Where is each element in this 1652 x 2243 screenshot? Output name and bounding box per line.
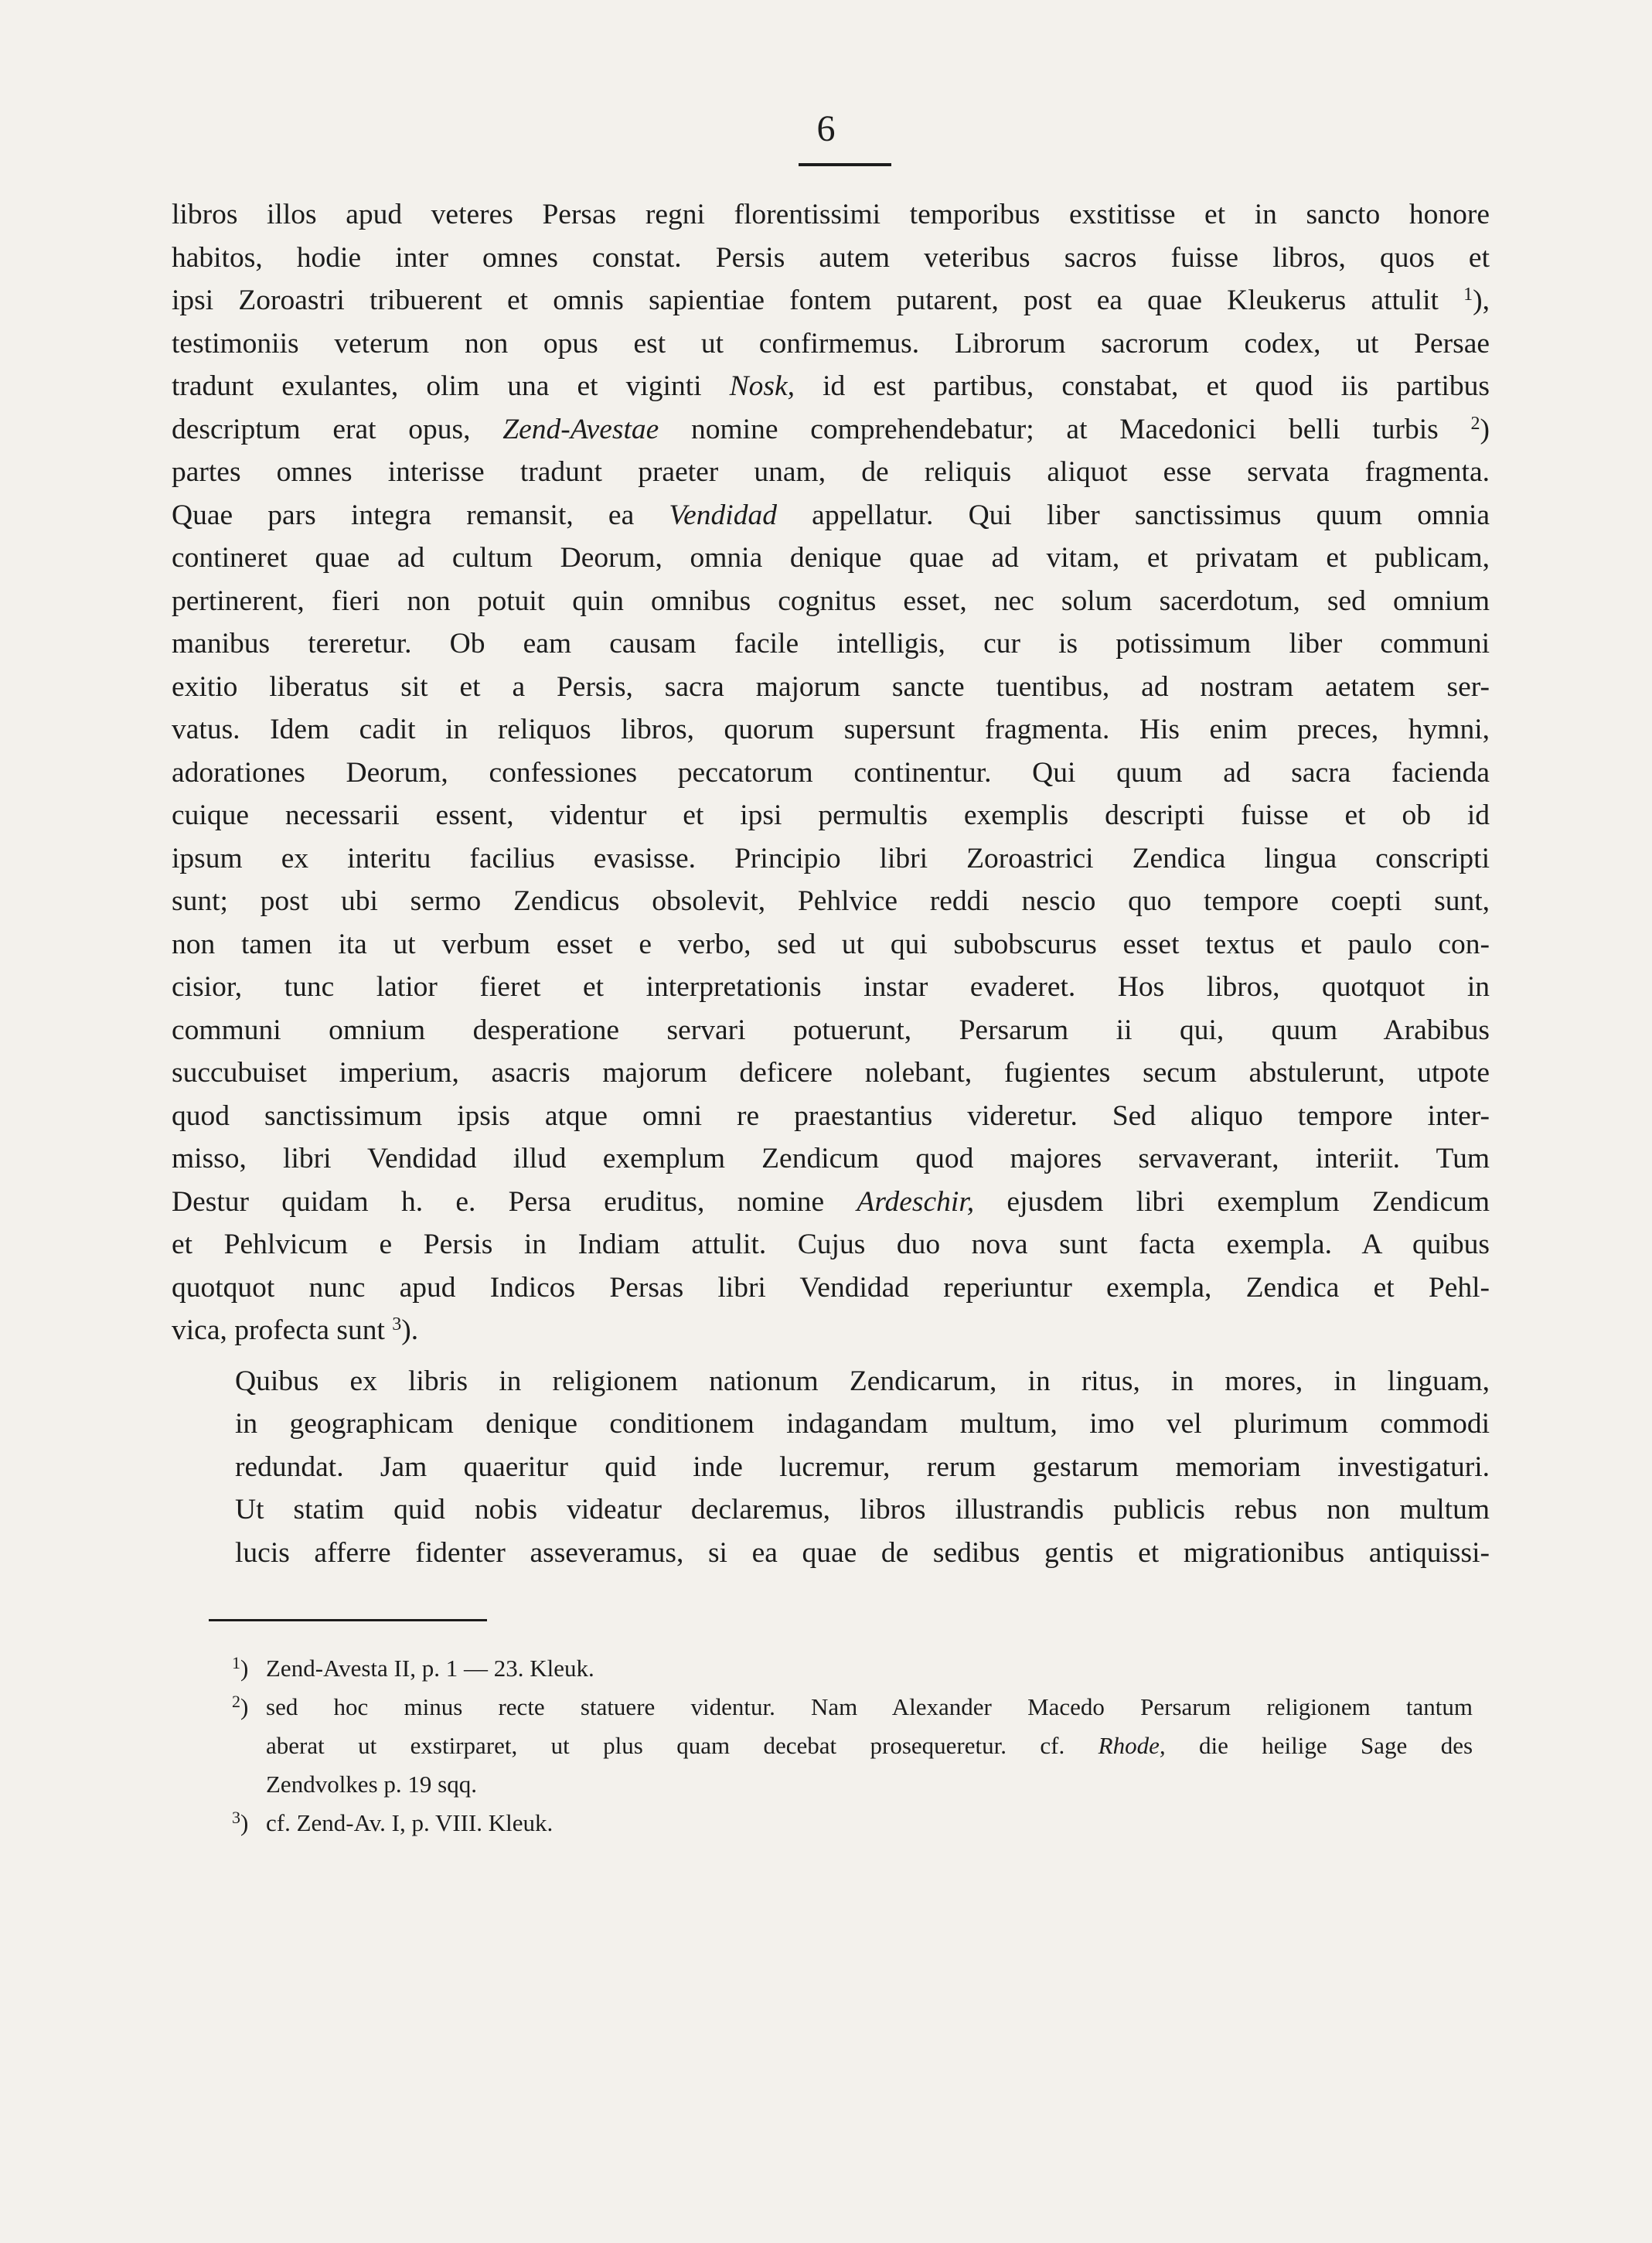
- text-line: in geographicam denique conditionem indagandam multum, imo vel plurimum commodi: [235, 1408, 1490, 1440]
- text-line: et Pehlvicum e Persis in Indiam attulit. Cujus duo nova sunt facta exempla. A quibus: [172, 1229, 1490, 1260]
- footnote-3: [232, 1804, 1473, 1842]
- footnote-2: [232, 1688, 1473, 1804]
- footnote-ref: 2: [1470, 413, 1480, 434]
- text-line: cuique necessarii essent, videntur et ipsi permultis exemplis descripti fuisse et ob id: [172, 799, 1490, 831]
- text-line: adorationes Deorum, confessiones peccatorum continentur. Qui quum ad sacra facienda: [172, 756, 1490, 789]
- footnote-mark: $^2$): [232, 1692, 249, 1720]
- text-line: habitos, hodie inter omnes constat. Persis autem veteribus sacros fuisse libros, quos et: [172, 241, 1490, 274]
- text-line: Destur quidam h. e. Persa eruditus, nomine Ardeschir, ejusdem libri exemplum Zendicum: [172, 1185, 1490, 1218]
- text-line: exitio liberatus sit et a Persis, sacra majorum sancte tuentibus, ad nostram aetatem ser-: [172, 670, 1490, 703]
- paragraph-2: [172, 1360, 1490, 1575]
- text-line: pertinerent, fieri non potuit quin omnibus cognitus esset, nec solum sacerdotum, sed omnium: [172, 585, 1490, 617]
- text-line: cisior, tunc latior fieret et interpretationis instar evaderet. Hos libros, quotquot in: [172, 971, 1490, 1003]
- footnote-line: Zendvolkes p. 19 sqq.: [266, 1771, 477, 1798]
- text-line: ipsum ex interitu facilius evasisse. Principio libri Zoroastrici Zendica lingua conscripti: [172, 842, 1490, 874]
- text-line: quod sanctissimum ipsis atque omni re praestantius videretur. Sed aliquo tempore inter-: [172, 1099, 1490, 1132]
- text-line: testimoniis veterum non opus est ut confirmemus. Librorum sacrorum codex, ut Persae: [172, 327, 1490, 360]
- paragraph-1: [172, 193, 1490, 1352]
- footnote-line: aberat ut exstirparet, ut plus quam decebat prosequeretur. cf. Rhode, die heilige Sage des: [266, 1732, 1473, 1759]
- text-line: quotquot nunc apud Indicos Persas libri Vendidad reperiuntur exempla, Zendica et Pehl-: [172, 1271, 1490, 1304]
- footnote-mark: $^1$): [232, 1653, 249, 1682]
- text-line: lucis afferre fidenter asseveramus, si ea quae de sedibus gentis et migrationibus antiquissi-: [235, 1536, 1490, 1569]
- page-number: 6: [816, 108, 836, 149]
- text-line: non tamen ita ut verbum esset e verbo, sed ut qui subobscurus esset textus et paulo con-: [172, 928, 1490, 960]
- text-line: tradunt exulantes, olim una et viginti Nosk, id est partibus, constabat, et quod iis partibus: [172, 370, 1490, 402]
- footnote-mark: $^3$): [232, 1808, 249, 1836]
- text-line: Quae pars integra remansit, ea Vendidad appellatur. Qui liber sanctissimus quum omnia: [172, 499, 1490, 531]
- text-line: Quibus ex libris in religionem nationum Zendicarum, in ritus, in mores, in linguam,: [235, 1365, 1490, 1397]
- body-text: [172, 193, 1490, 1574]
- text-line: communi omnium desperatione servari potuerunt, Persarum ii qui, quum Arabibus: [172, 1014, 1490, 1046]
- text-line: descriptum erat opus, Zend-Avestae nomine comprehendebatur; at Macedonici belli turbis $^2$): [172, 413, 1490, 445]
- page-number-rule: [799, 163, 891, 166]
- text-line: vica, profecta sunt $^3$).: [172, 1314, 419, 1346]
- text-line: redundat. Jam quaeritur quid inde lucremur, rerum gestarum memoriam investigaturi.: [235, 1450, 1490, 1483]
- footnote-rule: [209, 1619, 487, 1621]
- footnote-ref: 3: [392, 1314, 402, 1335]
- text-line: vatus. Idem cadit in reliquos libros, quorum supersunt fragmenta. His enim preces, hymni,: [172, 714, 1490, 745]
- text-line: partes omnes interisse tradunt praeter unam, de reliquis aliquot esse servata fragmenta.: [172, 456, 1490, 488]
- text-line: ipsi Zoroastri tribuerent et omnis sapientiae fontem putarent, post ea quae Kleukerus attulit $^1$),: [172, 285, 1490, 316]
- footnote-1: [232, 1649, 1473, 1688]
- text-line: Ut statim quid nobis videatur declaremus, libros illustrandis publicis rebus non multum: [235, 1494, 1490, 1525]
- footnote-line: sed hoc minus recte statuere videntur. Nam Alexander Macedo Persarum religionem tantum: [266, 1693, 1473, 1720]
- text-line: sunt; post ubi sermo Zendicus obsolevit, Pehlvice reddi nescio quo tempore coepti sunt,: [172, 885, 1490, 917]
- footnotes: [232, 1649, 1473, 1842]
- footnote-ref: 1: [1463, 285, 1473, 305]
- footnote-line: cf. Zend-Av. I, p. VIII. Kleuk.: [266, 1809, 554, 1836]
- text-line: succubuiset imperium, asacris majorum deficere nolebant, fugientes secum abstulerunt, utpote: [172, 1057, 1490, 1089]
- text-line: libros illos apud veteres Persas regni florentissimi temporibus exstitisse et in sancto honore: [172, 199, 1490, 230]
- text-line: manibus tereretur. Ob eam causam facile intelligis, cur is potissimum liber communi: [172, 628, 1490, 660]
- text-line: contineret quae ad cultum Deorum, omnia denique quae ad vitam, et privatam et publicam,: [172, 542, 1490, 574]
- text-line: misso, libri Vendidad illud exemplum Zendicum quod majores servaverant, interiit. Tum: [172, 1143, 1490, 1174]
- footnote-line: Zend-Avesta II, p. 1 — 23. Kleuk.: [266, 1655, 594, 1682]
